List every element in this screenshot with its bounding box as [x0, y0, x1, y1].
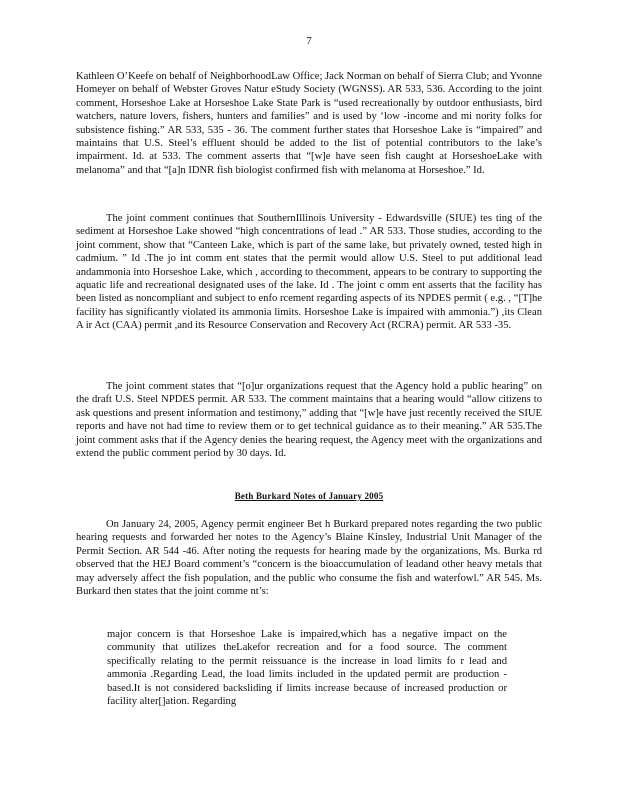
section-heading: Beth Burkard Notes of January 2005 — [234, 491, 384, 501]
paragraph-4: On January 24, 2005, Agency permit engineer Bet h Burkard prepared notes regarding the two public hearing requests and forwarded her notes to the Agency’s Blaine Kinsley, Industrial Unit Manager of the Permit Section. AR 544 -46. After noting the requests for hearing made by the organizations, Ms. Burka rd observed that the HEJ Board comment’s “concern is the bioaccumulation of leadand other heavy metals that may adversely affect the fish population, and the public who consume the fish and waterfowl.” AR 545. Ms. Burkard then states that the joint comme nt’s: — [76, 519, 542, 598]
paragraph-2: The joint comment continues that SouthernIllinois University - Edwardsville (SIUE) tes ting of the sediment at Horseshoe Lake showed “high concentrations of lead .” AR 533. Those studies, according to the joint comment, show that “Canteen Lake, which is part of the same lake, but privately owned, tested high in cadmium. ” Id .The jo int comm ent states that the permit would allow U.S. Steel to put additional lead andammonia into Horseshoe Lake, which , according to thecomment, appears to be contrary to supporting the aquatic life and recreational designated uses of the lake. Id . The joint c omm ent asserts that the facility has been listed as noncompliant and subject to enfo rcement regarding aspects of its NPDES permit ( e.g. , “[T]he facility has significantly violated its ammonia limits. Horseshoe Lake is impaired with ammonia.”) ,its Clean A ir Act (CAA) permit ,and its Resource Conservation and Recovery Act (RCRA) permit. AR 533 -35. — [76, 213, 542, 332]
page-number: 7 — [306, 35, 312, 47]
block-quote: major concern is that Horseshoe Lake is impaired,which has a negative impact on the community that utilizes theLakefor recreation and for a food source. The comment specifically relating to the permit reissuance is the increase in load limits fo r lead and ammonia .Regarding Lead, the load limits included in the updated permit are production -based.It is not considered backsliding if limits increase because of increased production or facility alter[]ation. Regarding — [107, 629, 507, 708]
paragraph-3: The joint comment states that “[o]ur organizations request that the Agency hold a public hearing” on the draft U.S. Steel NPDES permit. AR 533. The comment maintains that a hearing would “allow citizens to ask questions and present information and testimony,” adding that “[w]e have just recently received the SIUE reports and have not had time to review them or to get technical guidance as to their meaning.” AR 535.The joint comment asks that if the Agency denies the hearing request, the Agency meet with the organizations and extend the public comment period by 30 days. Id. — [76, 381, 542, 460]
paragraph-1: Kathleen O’Keefe on behalf of NeighborhoodLaw Office; Jack Norman on behalf of Sierra Club; and Yvonne Homeyer on behalf of Webster Groves Natur eStudy Society (WGNSS). AR 533, 536. According to the joint comment, Horseshoe Lake at Horseshoe Lake State Park is “used recreationally by outdoor enthusiasts, bird watchers, nature lovers, fishers, hunters and families” and is used by ‘low -income and mi nority folks for subsistence fishing.” AR 533, 535 - 36. The comment further states that Horseshoe Lake is “impaired” and maintains that U.S. Steel’s effluent should be added to the list of potential contributors to the lake’s impairment. Id. at 533. The comment asserts that “[w]e have seen fish caught at HorseshoeLake with melanoma” and that “[a]n IDNR fish biologist confirmed fish with melanoma at Horseshoe.” Id. — [76, 71, 542, 176]
